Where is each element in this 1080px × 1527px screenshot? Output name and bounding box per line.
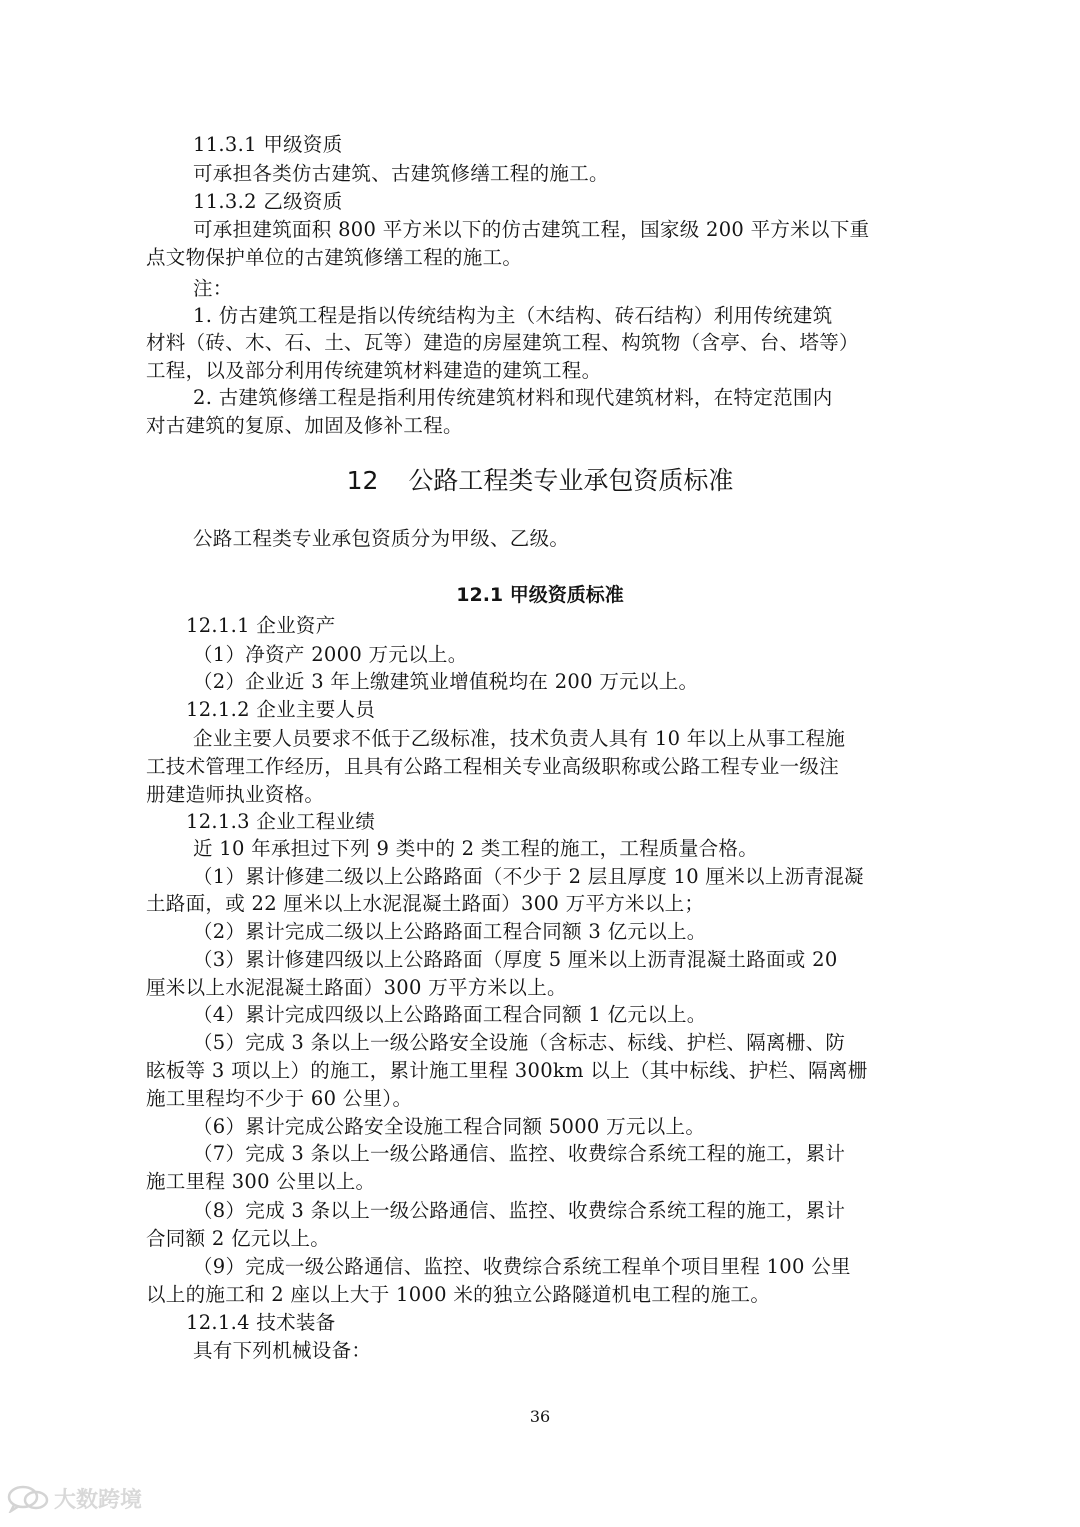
note-item: 2. 古建筑修缮工程是指利用传统建筑材料和现代建筑材料，在特定范围内 [193,386,833,409]
chat-bubble-icon [6,1483,50,1513]
list-item: （5）完成 3 条以上一级公路安全设施（含标志、标线、护栏、隔离栅、防 [193,1031,846,1054]
subsection-title-11-3-1: 11.3.1 甲级资质 [193,133,343,156]
list-item: （9）完成一级公路通信、监控、收费综合系统工程单个项目里程 100 公里 [193,1255,851,1278]
list-item: （7）完成 3 条以上一级公路通信、监控、收费综合系统工程的施工，累计 [193,1142,846,1165]
paragraph: 可承担各类仿古建筑、古建筑修缮工程的施工。 [193,162,609,185]
note-label: 注： [193,277,233,300]
note-item: 1. 仿古建筑工程是指以传统结构为主（木结构、砖石结构）利用传统建筑 [193,304,833,327]
list-item: （8）完成 3 条以上一级公路通信、监控、收费综合系统工程的施工，累计 [193,1199,846,1222]
paragraph: 册建造师执业资格。 [146,783,325,806]
section-intro: 公路工程类专业承包资质分为甲级、乙级。 [193,527,570,550]
list-item: 土路面，或 22 厘米以上水泥混凝土路面）300 万平方米以上； [146,892,705,915]
list-item: 施工里程均不少于 60 公里）。 [146,1087,413,1110]
watermark [6,1478,142,1518]
paragraph: 可承担建筑面积 800 平方米以下的仿古建筑工程，国家级 200 平方米以下重 [193,218,870,241]
subsection-title-12-1-1: 12.1.1 企业资产 [186,614,336,637]
paragraph: 点文物保护单位的古建筑修缮工程的施工。 [146,246,523,269]
list-item: （2）企业近 3 年上缴建筑业增值税均在 200 万元以上。 [193,670,699,693]
paragraph: 近 10 年承担过下列 9 类中的 2 类工程的施工，工程质量合格。 [193,837,759,860]
subsection-heading-12-1: 12.1 甲级资质标准 [456,584,624,606]
note-item: 材料（砖、木、石、土、瓦等）建造的房屋建筑工程、构筑物（含亭、台、塔等） [146,331,859,354]
list-item: （1）累计修建二级以上公路路面（不少于 2 层且厚度 10 厘米以上沥青混凝 [193,865,864,888]
list-item: （2）累计完成二级以上公路路面工程合同额 3 亿元以上。 [193,920,707,943]
subsection-title-12-1-3: 12.1.3 企业工程业绩 [186,810,376,833]
list-item: （6）累计完成公路安全设施工程合同额 5000 万元以上。 [193,1115,706,1138]
list-item: 眩板等 3 项以上）的施工，累计施工里程 300km 以上（其中标线、护栏、隔离栅 [146,1059,868,1082]
list-item: （4）累计完成四级以上公路路面工程合同额 1 亿元以上。 [193,1003,707,1026]
page-number: 36 [529,1407,551,1426]
section-heading-12 [0,466,1080,496]
subsection-title-11-3-2: 11.3.2 乙级资质 [193,190,343,213]
watermark-text: 大数跨境 [54,1487,143,1513]
list-item: 以上的施工和 2 座以上大于 1000 米的独立公路隧道机电工程的施工。 [146,1283,771,1306]
list-item: （3）累计修建四级以上公路路面（厚度 5 厘米以上沥青混凝土路面或 20 [193,948,838,971]
list-item: （1）净资产 2000 万元以上。 [193,643,468,666]
list-item: 厘米以上水泥混凝土路面）300 万平方米以上。 [146,976,567,999]
paragraph: 企业主要人员要求不低于乙级标准，技术负责人具有 10 年以上从事工程施 [193,727,846,750]
paragraph: 工技术管理工作经历，且具有公路工程相关专业高级职称或公路工程专业一级注 [146,755,840,778]
paragraph: 具有下列机械设备： [193,1339,372,1362]
note-item: 工程，以及部分利用传统建筑材料建造的建筑工程。 [146,359,602,382]
subsection-title-12-1-2: 12.1.2 企业主要人员 [186,698,376,721]
subsection-title-12-1-4: 12.1.4 技术装备 [186,1311,336,1334]
section-number: 12 [346,466,379,495]
note-item: 对古建筑的复原、加固及修补工程。 [146,414,463,437]
list-item: 合同额 2 亿元以上。 [146,1227,331,1250]
section-title: 公路工程类专业承包资质标准 [408,466,734,495]
list-item: 施工里程 300 公里以上。 [146,1170,376,1193]
